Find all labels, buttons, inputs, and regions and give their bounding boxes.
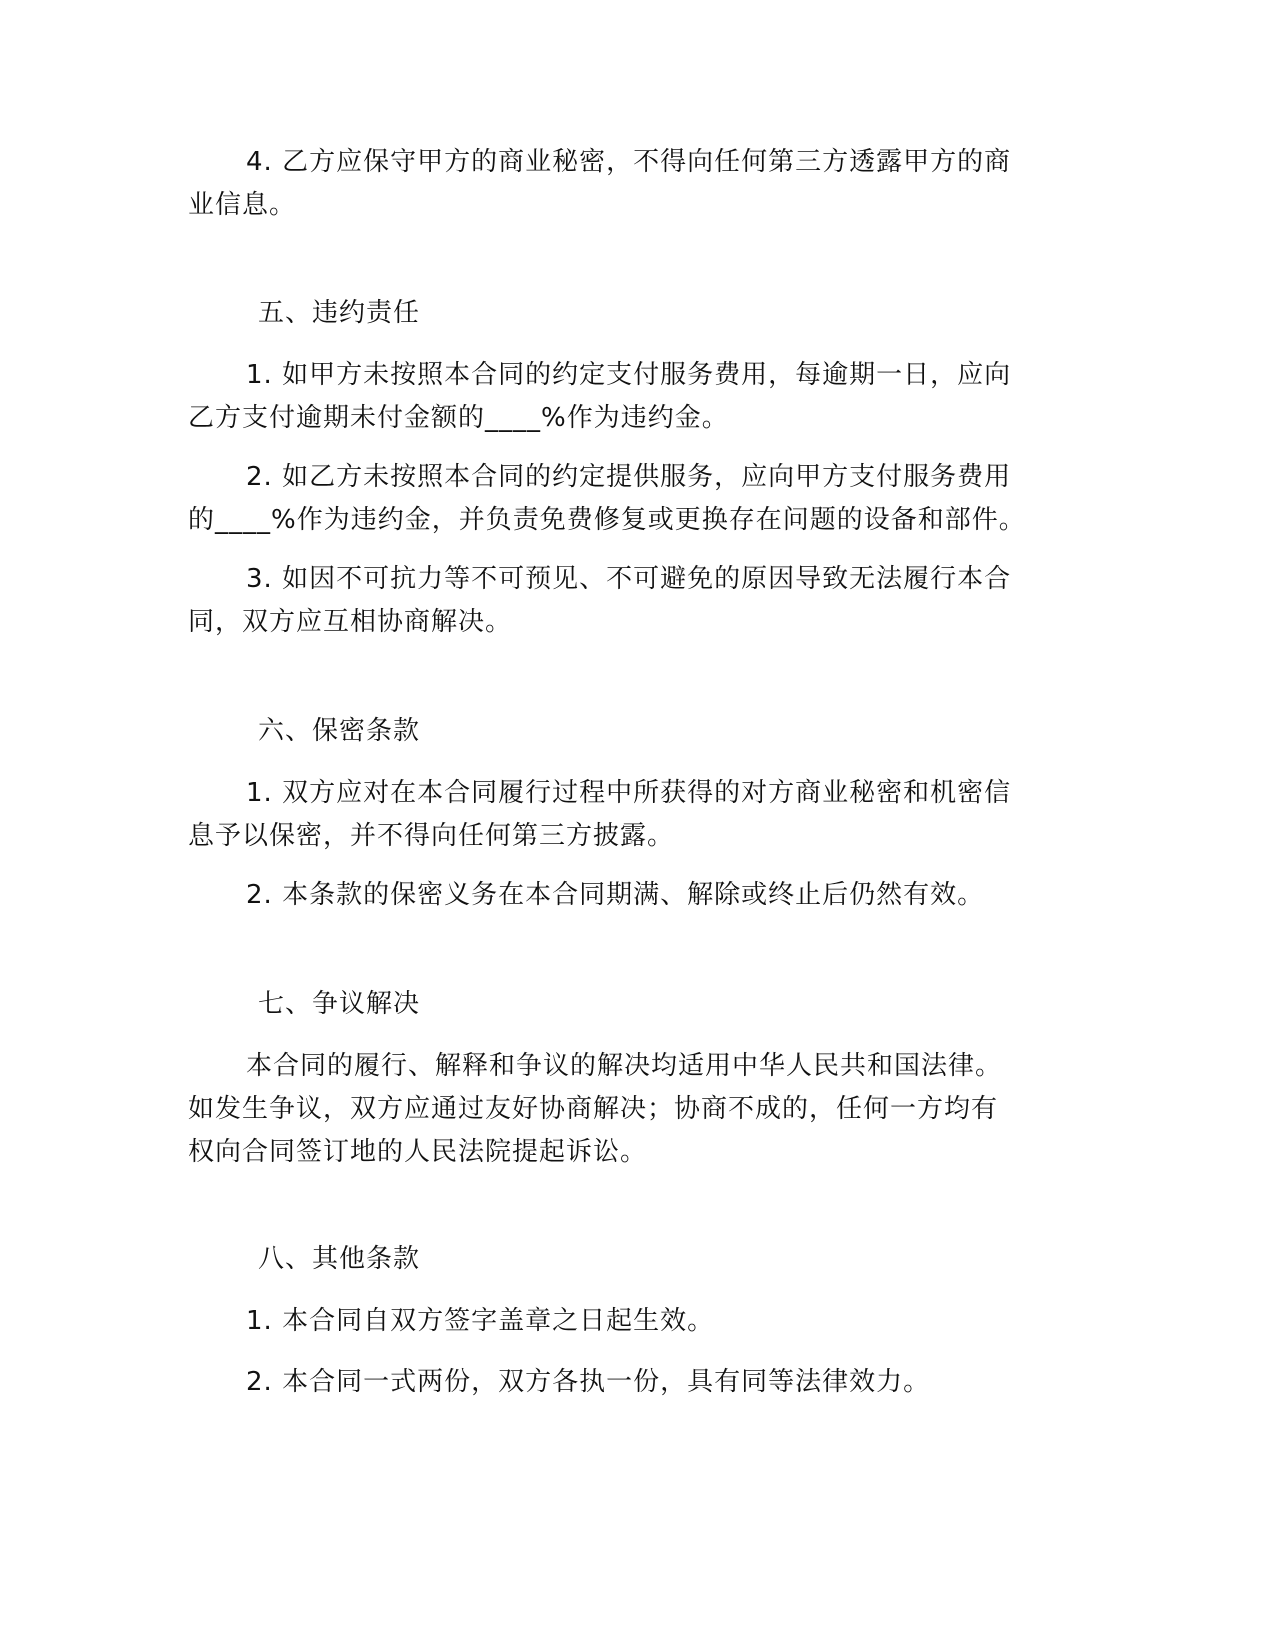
clause-5-3 [188,558,1088,644]
clause-line: 2. 本合同一式两份，双方各执一份，具有同等法律效力。 [246,1367,931,1397]
clause-8-1 [188,1300,1088,1343]
clause-6-1 [188,772,1088,858]
clause-line: 权向合同签订地的人民法院提起诉讼。 [188,1137,648,1167]
clause-line: 乙方支付逾期未付金额的____%作为违约金。 [188,403,729,433]
clause-line: 业信息。 [188,190,297,220]
clause-4-4 [188,141,1088,227]
clause-line: 如发生争议，双方应通过友好协商解决；协商不成的，任何一方均有 [188,1094,999,1124]
clause-line: 4. 乙方应保守甲方的商业秘密，不得向任何第三方透露甲方的商 [246,147,1012,177]
clause-5-1 [188,354,1088,440]
clause-line: 息予以保密，并不得向任何第三方披露。 [188,821,675,851]
section-heading-confidentiality: 六、保密条款 [258,716,421,746]
section-heading-breach: 五、违约责任 [258,298,421,328]
clause-line: 本合同的履行、解释和争议的解决均适用中华人民共和国法律。 [246,1051,1003,1081]
clause-line: 同，双方应互相协商解决。 [188,607,513,637]
clause-7-paragraph [188,1045,1088,1174]
clause-5-2 [188,456,1088,542]
section-heading-dispute: 七、争议解决 [258,989,421,1019]
clause-8-2 [188,1361,1088,1404]
clause-line: 1. 双方应对在本合同履行过程中所获得的对方商业秘密和机密信 [246,778,1012,808]
clause-line: 的____%作为违约金，并负责免费修复或更换存在问题的设备和部件。 [188,505,1026,535]
clause-6-2 [188,874,1088,917]
clause-line: 2. 本条款的保密义务在本合同期满、解除或终止后仍然有效。 [246,880,985,910]
clause-line: 2. 如乙方未按照本合同的约定提供服务，应向甲方支付服务费用 [246,462,1012,492]
section-heading-other: 八、其他条款 [258,1244,421,1274]
clause-line: 3. 如因不可抗力等不可预见、不可避免的原因导致无法履行本合 [246,564,1012,594]
clause-line: 1. 如甲方未按照本合同的约定支付服务费用，每逾期一日，应向 [246,360,1012,390]
clause-line: 1. 本合同自双方签字盖章之日起生效。 [246,1306,715,1336]
